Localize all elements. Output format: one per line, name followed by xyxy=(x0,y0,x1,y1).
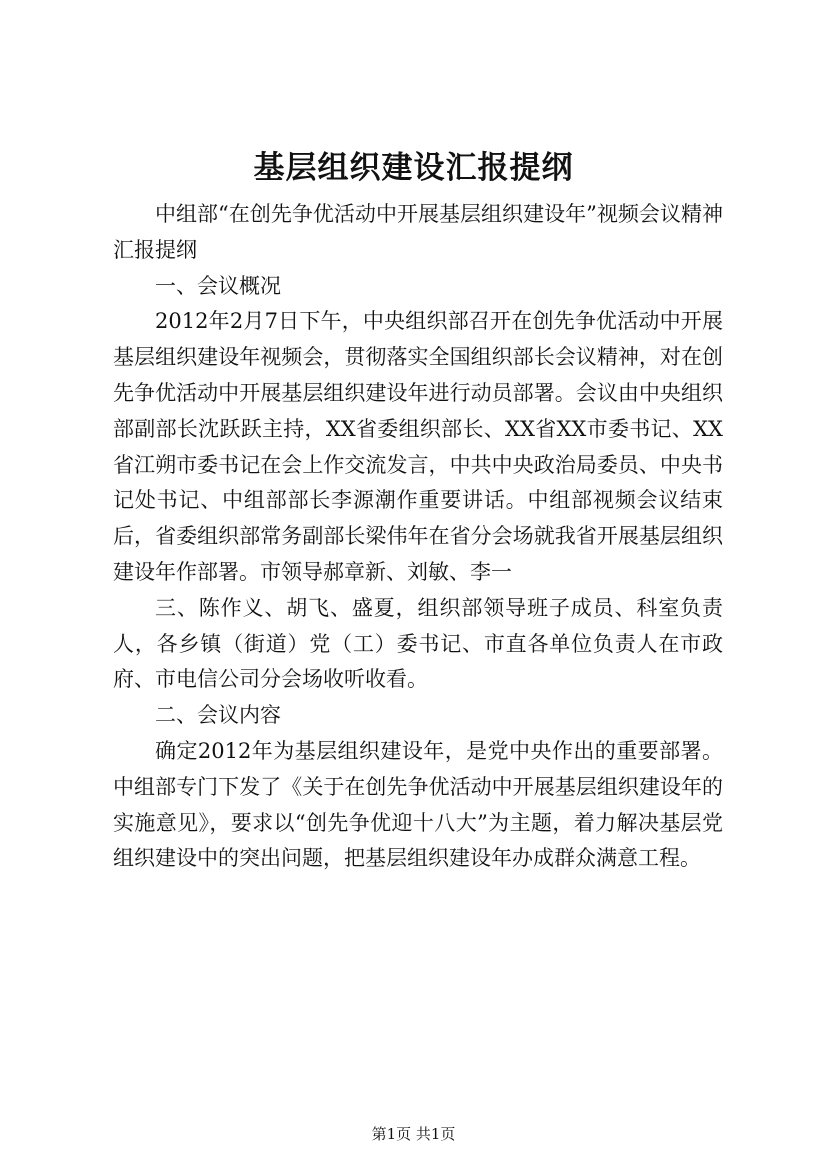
section-heading-content: 二、会议内容 xyxy=(155,703,281,728)
paragraph-content: 确定2012年为基层组织建设年，是党中央作出的重要部署。中组部专门下发了《关于在创先争优活动中开展基层组织建设年的实施意见》，要求以“创先争优迎十八大”为主题，着力解决基层党组织建设中的突出问题，把基层组织建设年办成群众满意工程。 xyxy=(113,738,723,871)
section-heading-overview: 一、会议概况 xyxy=(155,273,281,298)
page-footer: 第1页 共1页 xyxy=(371,1125,456,1143)
document-body xyxy=(113,197,723,877)
paragraph-subtitle: 中组部“在创先争优活动中开展基层组织建设年”视频会议精神汇报提纲 xyxy=(113,202,723,262)
paragraph-attendees: 三、陈作义、胡飞、盛夏，组织部领导班子成员、科室负责人，各乡镇（街道）党（工）委书记、市直各单位负责人在市政府、市电信公司分会场收听收看。 xyxy=(113,595,723,692)
paragraph-overview: 2012年2月7日下午，中央组织部召开在创先争优活动中开展基层组织建设年视频会，贯彻落实全国组织部长会议精神，对在创先争优活动中开展基层组织建设年进行动员部署。会议由中央组织部副部长沈跃跃主持，XX省委组织部长、XX省XX市委书记、XX省江朔市委书记在会上作交流发言，中共中央政治局委员、中央书记处书记、中组部部长李源潮作重要讲话。中组部视频会议结束后，省委组织部常务副部长梁伟年在省分会场就我省开展基层组织建设年作部署。市领导郝章新、刘敏、李一 xyxy=(113,309,723,584)
document-title: 基层组织建设汇报提纲 xyxy=(253,150,574,186)
